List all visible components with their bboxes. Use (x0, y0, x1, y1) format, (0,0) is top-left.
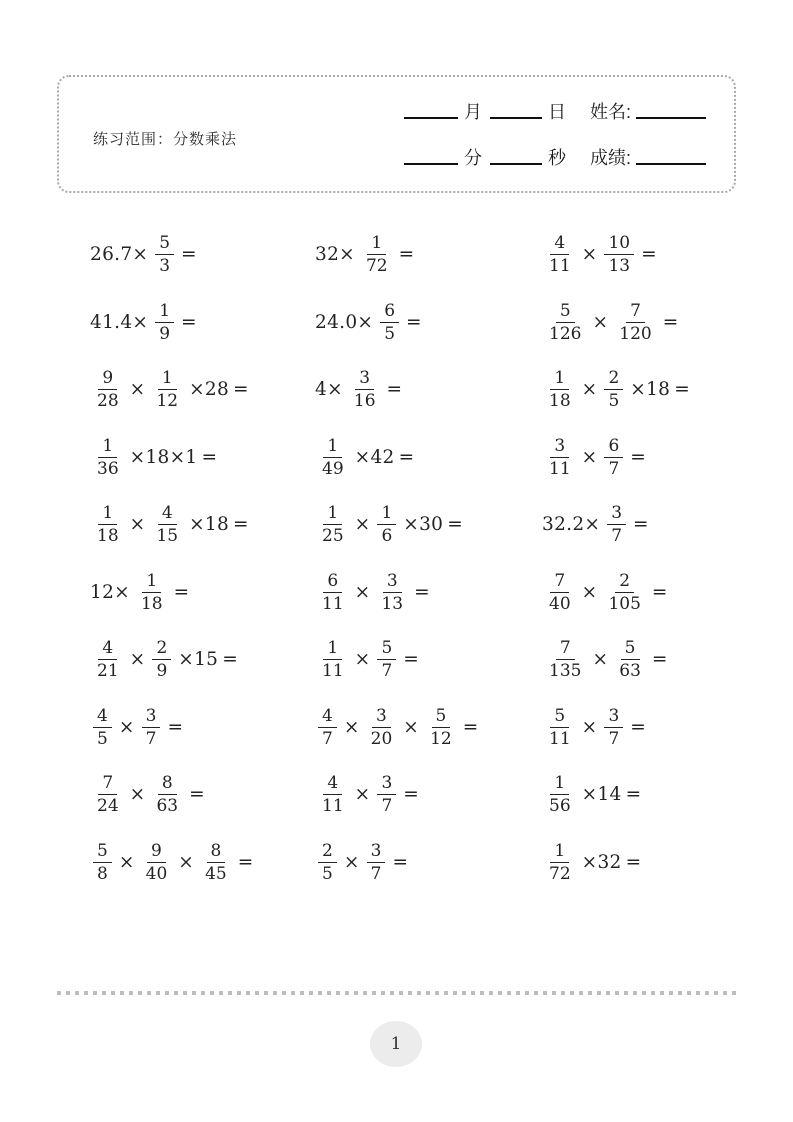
math-problem (88, 841, 313, 884)
math-problem (540, 638, 793, 681)
fraction-denominator: 11 (549, 458, 571, 479)
math-text: = (398, 244, 415, 266)
page-number-badge (370, 1021, 422, 1067)
fraction-numerator: 1 (98, 436, 117, 458)
fraction (318, 841, 337, 884)
fraction (318, 773, 348, 816)
math-problem (540, 503, 793, 546)
fraction (604, 436, 623, 479)
math-text: ×32 (581, 851, 622, 873)
fraction (318, 503, 348, 546)
math-text: 12× (90, 581, 130, 603)
math-problem (540, 436, 793, 479)
fraction-numerator: 3 (355, 368, 374, 390)
fraction (545, 233, 575, 276)
math-problem (313, 436, 540, 479)
fraction-numerator: 1 (323, 503, 342, 525)
fraction-denominator: 72 (549, 863, 571, 884)
fraction-denominator: 11 (549, 256, 571, 277)
fraction (377, 638, 396, 681)
math-problem (313, 638, 540, 681)
math-problem (313, 706, 540, 749)
fraction-numerator: 5 (556, 301, 575, 323)
math-text: = (189, 784, 205, 806)
practice-scope-label: 练习范围：分数乘法 (93, 131, 238, 148)
fraction-numerator: 1 (155, 301, 174, 323)
math-text: = (414, 581, 430, 603)
math-problem (313, 368, 540, 411)
math-text: × (118, 716, 135, 738)
fraction-denominator: 7 (611, 526, 623, 547)
fraction (545, 368, 575, 411)
fraction (137, 571, 167, 614)
math-text: = (447, 514, 464, 536)
fraction (367, 841, 386, 884)
fraction (380, 301, 399, 344)
fraction-denominator: 11 (549, 728, 571, 749)
fraction-denominator: 45 (205, 863, 227, 884)
math-text: 26.7× (90, 244, 149, 266)
fraction-numerator: 8 (207, 841, 226, 863)
fraction-denominator: 63 (619, 661, 641, 682)
fraction (545, 638, 585, 681)
name-label: 姓名: (590, 102, 632, 122)
math-text: = (630, 716, 647, 738)
fraction-numerator: 6 (604, 436, 623, 458)
fraction-numerator: 5 (621, 638, 640, 660)
fraction-numerator: 1 (367, 233, 386, 255)
math-text: = (233, 379, 249, 401)
fraction (318, 706, 337, 749)
fraction-denominator: 24 (97, 796, 119, 817)
math-problem (313, 571, 540, 614)
fraction (604, 233, 634, 276)
fraction-numerator: 2 (318, 841, 337, 863)
math-text: = (392, 851, 409, 873)
fraction-numerator: 3 (142, 706, 161, 728)
fraction-numerator: 1 (550, 773, 569, 795)
fraction-numerator: 7 (550, 571, 569, 593)
math-text: × (354, 784, 371, 806)
second-blank (490, 162, 542, 165)
fraction-denominator: 40 (549, 593, 571, 614)
fraction-numerator: 9 (147, 841, 166, 863)
math-text: × (129, 784, 146, 806)
fraction-numerator: 5 (155, 233, 174, 255)
math-text: = (386, 379, 403, 401)
fraction-numerator: 1 (98, 503, 117, 525)
page-number: 1 (390, 1034, 402, 1054)
fraction-numerator: 8 (158, 773, 177, 795)
name-blank (636, 116, 706, 119)
fraction-numerator: 3 (372, 706, 391, 728)
math-text: × (403, 716, 420, 738)
fraction (604, 571, 644, 614)
math-text: × (581, 716, 598, 738)
math-text: = (181, 311, 197, 333)
fraction-numerator: 4 (550, 233, 569, 255)
math-text: × (354, 649, 371, 671)
math-text: = (167, 716, 184, 738)
fraction-denominator: 16 (353, 391, 376, 412)
fraction-numerator: 4 (93, 706, 112, 728)
header-fill-in-area (404, 82, 706, 174)
fraction-denominator: 20 (370, 728, 393, 749)
math-problem (88, 773, 313, 816)
fraction-denominator: 11 (322, 796, 344, 817)
fraction-denominator: 72 (365, 256, 388, 277)
fraction-denominator: 11 (322, 593, 344, 614)
fraction (142, 841, 172, 884)
fraction (367, 706, 397, 749)
fraction (545, 436, 575, 479)
math-problem (313, 233, 540, 276)
minute-label: 分 (464, 148, 482, 168)
fraction-numerator: 7 (556, 638, 575, 660)
math-text: = (625, 851, 642, 873)
minute-blank (404, 162, 458, 165)
fraction-numerator: 6 (323, 571, 342, 593)
fraction-denominator: 9 (159, 323, 171, 344)
fraction-numerator: 1 (323, 638, 342, 660)
math-text: = (651, 649, 668, 671)
fraction-denominator: 13 (381, 593, 404, 614)
fraction-numerator: 4 (98, 638, 117, 660)
fraction-numerator: 6 (380, 301, 399, 323)
fraction-denominator: 7 (608, 728, 620, 749)
fraction (350, 368, 380, 411)
fraction-numerator: 9 (98, 368, 117, 390)
second-label: 秒 (548, 148, 566, 168)
math-text: = (201, 446, 218, 468)
fraction-denominator: 7 (145, 728, 157, 749)
fraction-numerator: 5 (550, 706, 569, 728)
fraction-denominator: 135 (549, 661, 582, 682)
fraction-denominator: 120 (619, 323, 652, 344)
fraction-numerator: 1 (142, 571, 161, 593)
header-box (57, 75, 736, 193)
fraction (545, 841, 575, 884)
math-text: ×15 (178, 649, 219, 671)
fraction (377, 773, 396, 816)
math-problem (88, 571, 313, 614)
math-text: ×14 (581, 784, 622, 806)
fraction (93, 841, 112, 884)
fraction-denominator: 5 (97, 728, 108, 749)
fraction-numerator: 5 (377, 638, 396, 660)
math-text: × (581, 446, 598, 468)
fraction (362, 233, 392, 276)
fraction-denominator: 13 (608, 256, 631, 277)
fraction (615, 638, 645, 681)
math-problem (540, 841, 793, 884)
fraction-denominator: 126 (549, 323, 582, 344)
math-text: × (343, 851, 360, 873)
math-text: = (633, 514, 649, 536)
math-text: = (625, 784, 642, 806)
problems-grid (0, 221, 793, 896)
math-text: ×42 (354, 446, 395, 468)
month-label: 月 (464, 102, 482, 122)
fraction-numerator: 4 (318, 706, 337, 728)
fraction-numerator: 3 (607, 503, 626, 525)
score-blank (636, 162, 706, 165)
fraction-denominator: 6 (381, 526, 393, 547)
math-problem (313, 503, 540, 546)
math-text: = (233, 514, 249, 536)
math-problem (540, 233, 793, 276)
fraction-denominator: 18 (97, 526, 119, 547)
math-text: ×30 (403, 514, 444, 536)
fraction (155, 301, 174, 344)
fraction-denominator: 7 (381, 661, 393, 682)
fraction-denominator: 3 (159, 256, 171, 277)
math-text: ×18×1 (129, 446, 198, 468)
fraction (545, 773, 575, 816)
fraction (426, 706, 456, 749)
fraction-denominator: 56 (549, 796, 571, 817)
math-text: × (581, 379, 598, 401)
fraction (201, 841, 231, 884)
score-label: 成绩: (590, 148, 632, 168)
fraction (545, 706, 575, 749)
math-problem (313, 841, 540, 884)
math-text: 4× (315, 379, 343, 401)
fraction (318, 638, 348, 681)
math-problem (540, 706, 793, 749)
fraction-numerator: 2 (615, 571, 634, 593)
fraction (377, 571, 407, 614)
math-text: = (403, 649, 420, 671)
fraction-numerator: 2 (604, 368, 623, 390)
math-text: × (129, 379, 146, 401)
fraction (93, 368, 123, 411)
math-problem (88, 638, 313, 681)
fraction-numerator: 1 (323, 436, 342, 458)
math-text: = (651, 581, 668, 603)
fraction-denominator: 7 (381, 796, 393, 817)
fraction-numerator: 7 (98, 773, 117, 795)
math-problem (540, 571, 793, 614)
fraction-numerator: 7 (626, 301, 645, 323)
date-name-row (404, 82, 706, 122)
fraction-numerator: 3 (604, 706, 623, 728)
fraction-denominator: 15 (156, 526, 179, 547)
math-problem (540, 368, 793, 411)
fraction-denominator: 7 (322, 728, 333, 749)
math-text: = (630, 446, 647, 468)
fraction-denominator: 12 (156, 391, 179, 412)
fraction-numerator: 5 (432, 706, 451, 728)
fraction-denominator: 18 (140, 593, 163, 614)
math-text: ×28 (189, 379, 230, 401)
math-text: × (354, 581, 371, 603)
fraction-denominator: 28 (97, 391, 119, 412)
fraction-numerator: 3 (367, 841, 386, 863)
fraction-denominator: 21 (97, 661, 119, 682)
fraction-denominator: 7 (370, 863, 382, 884)
math-text: ×18 (630, 379, 671, 401)
fraction-denominator: 40 (145, 863, 168, 884)
math-text: ×18 (189, 514, 230, 536)
math-text: = (181, 244, 197, 266)
fraction-numerator: 2 (152, 638, 171, 660)
math-problem (88, 503, 313, 546)
fraction (152, 503, 182, 546)
fraction (152, 773, 182, 816)
fraction (142, 706, 161, 749)
fraction-denominator: 25 (322, 526, 344, 547)
fraction-numerator: 1 (158, 368, 177, 390)
fraction-numerator: 1 (550, 841, 569, 863)
math-text: 32.2× (542, 514, 601, 536)
math-text: × (118, 851, 135, 873)
fraction-numerator: 5 (93, 841, 112, 863)
math-text: 24.0× (315, 311, 374, 333)
math-text: = (674, 379, 691, 401)
fraction-numerator: 3 (383, 571, 402, 593)
math-problem (540, 301, 793, 344)
math-text: × (354, 514, 371, 536)
math-problem (88, 233, 313, 276)
math-problem (313, 301, 540, 344)
math-text: × (581, 244, 598, 266)
fraction-denominator: 36 (97, 458, 119, 479)
fraction (155, 233, 174, 276)
fraction (377, 503, 396, 546)
math-text: = (662, 311, 679, 333)
fraction-denominator: 11 (322, 661, 344, 682)
math-text: × (592, 649, 609, 671)
fraction (93, 638, 123, 681)
fraction-denominator: 63 (156, 796, 179, 817)
math-text: = (222, 649, 239, 671)
fraction (93, 503, 123, 546)
fraction (93, 706, 112, 749)
math-text: × (178, 851, 195, 873)
page-separator-line (57, 991, 736, 995)
fraction-denominator: 9 (156, 661, 168, 682)
math-text: 41.4× (90, 311, 149, 333)
math-problem (88, 706, 313, 749)
fraction (318, 436, 348, 479)
math-text: × (592, 311, 609, 333)
fraction-denominator: 5 (608, 391, 620, 412)
fraction-numerator: 3 (550, 436, 569, 458)
fraction-denominator: 12 (430, 728, 452, 749)
math-problem (313, 773, 540, 816)
fraction-numerator: 10 (604, 233, 634, 255)
math-text: × (343, 716, 360, 738)
math-text: × (129, 649, 146, 671)
fraction-numerator: 1 (377, 503, 396, 525)
fraction-denominator: 49 (322, 458, 344, 479)
fraction (152, 368, 182, 411)
fraction (545, 301, 585, 344)
math-text: = (398, 446, 415, 468)
fraction-numerator: 4 (158, 503, 177, 525)
math-text: = (406, 311, 422, 333)
fraction (615, 301, 655, 344)
fraction-numerator: 3 (377, 773, 396, 795)
math-text: = (173, 581, 190, 603)
math-text: × (581, 581, 598, 603)
fraction (152, 638, 171, 681)
math-problem (88, 301, 313, 344)
day-blank (490, 116, 542, 119)
math-text: = (237, 851, 254, 873)
day-label: 日 (548, 102, 566, 122)
fraction-numerator: 1 (550, 368, 569, 390)
fraction-denominator: 8 (97, 863, 108, 884)
fraction (318, 571, 348, 614)
fraction-denominator: 18 (549, 391, 571, 412)
fraction (93, 773, 123, 816)
fraction-denominator: 105 (608, 593, 641, 614)
math-text: × (129, 514, 146, 536)
math-problem (88, 368, 313, 411)
math-problem (88, 436, 313, 479)
math-text: = (641, 244, 657, 266)
fraction (604, 706, 623, 749)
fraction-denominator: 5 (322, 863, 333, 884)
fraction-numerator: 4 (323, 773, 342, 795)
math-problem (540, 773, 793, 816)
time-score-row (404, 128, 706, 168)
fraction-denominator: 7 (608, 458, 620, 479)
fraction (545, 571, 575, 614)
fraction (607, 503, 626, 546)
fraction (604, 368, 623, 411)
fraction-denominator: 5 (384, 323, 396, 344)
math-text: 32× (315, 244, 355, 266)
fraction (93, 436, 123, 479)
math-text: = (403, 784, 420, 806)
math-text: = (462, 716, 479, 738)
month-blank (404, 116, 458, 119)
